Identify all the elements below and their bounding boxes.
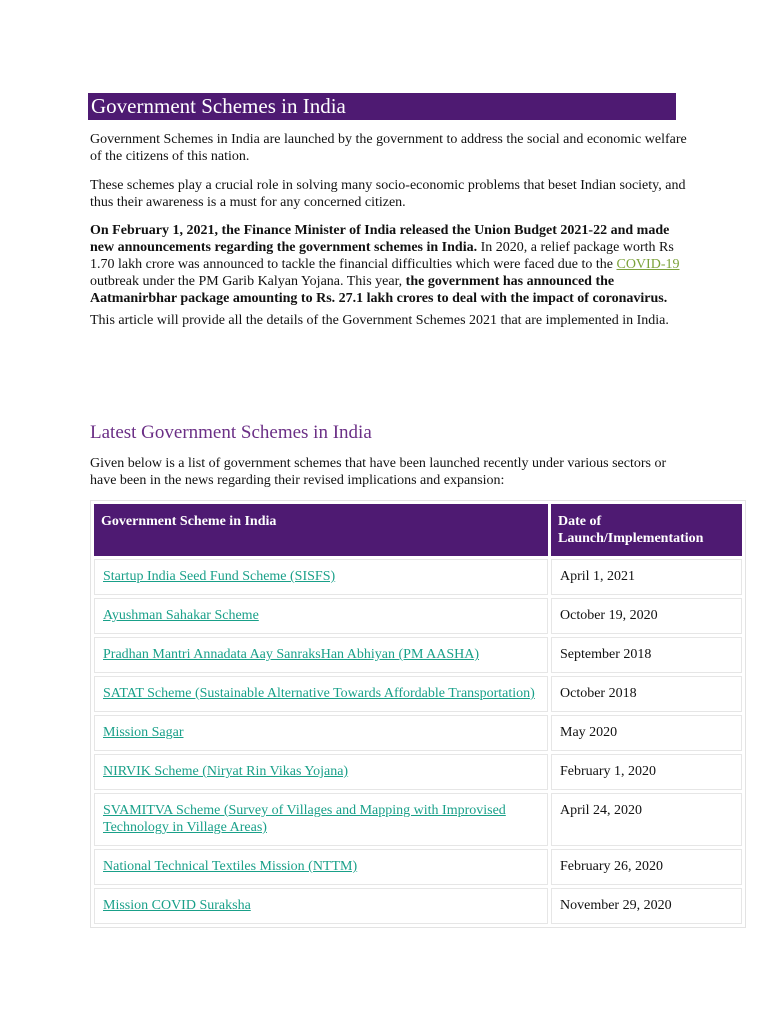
- header-scheme: Government Scheme in India: [94, 504, 548, 556]
- table-row: [94, 637, 742, 673]
- table-row: [94, 888, 742, 924]
- scheme-cell: [94, 676, 548, 712]
- budget-bold-2: the government has announced the Aatmanirbhar package amounting to Rs. 27.1 lakh crores to deal with the impact of coronavirus.: [90, 274, 668, 306]
- budget-paragraph: [90, 222, 690, 307]
- date-cell: February 1, 2020: [551, 754, 742, 790]
- budget-text-2: outbreak under the PM Garib Kalyan Yojana. This year,: [90, 274, 406, 289]
- article-paragraph: This article will provide all the details of the Government Schemes 2021 that are implemented in India.: [90, 313, 669, 328]
- date-cell: February 26, 2020: [551, 849, 742, 885]
- date-cell: September 2018: [551, 637, 742, 673]
- scheme-link[interactable]: Startup India Seed Fund Scheme (SISFS): [103, 569, 336, 584]
- table-row: [94, 676, 742, 712]
- scheme-cell: [94, 715, 548, 751]
- scheme-cell: [94, 598, 548, 634]
- importance-paragraph: These schemes play a crucial role in solving many socio-economic problems that beset Indian society, and thus their awareness is a must for any concerned citizen.: [90, 178, 686, 210]
- date-cell: October 2018: [551, 676, 742, 712]
- table-row: [94, 793, 742, 846]
- section-heading: Latest Government Schemes in India: [90, 422, 372, 443]
- table-row: [94, 715, 742, 751]
- scheme-link[interactable]: Pradhan Mantri Annadata Aay SanraksHan Abhiyan (PM AASHA): [103, 647, 480, 662]
- date-cell: May 2020: [551, 715, 742, 751]
- table-header-row: [94, 504, 742, 556]
- intro-paragraph: Government Schemes in India are launched by the government to address the social and economic welfare of the citizens of this nation.: [90, 132, 687, 164]
- scheme-cell: [94, 888, 548, 924]
- covid-link[interactable]: COVID-19: [616, 257, 680, 272]
- scheme-cell: [94, 754, 548, 790]
- schemes-table: [90, 500, 746, 928]
- date-cell: April 1, 2021: [551, 559, 742, 595]
- page-title: Government Schemes in India: [88, 93, 676, 120]
- scheme-link[interactable]: SATAT Scheme (Sustainable Alternative Towards Affordable Transportation): [103, 686, 535, 701]
- date-cell: November 29, 2020: [551, 888, 742, 924]
- scheme-link[interactable]: NIRVIK Scheme (Niryat Rin Vikas Yojana): [103, 764, 349, 779]
- scheme-cell: [94, 849, 548, 885]
- scheme-link[interactable]: Mission Sagar: [103, 725, 184, 740]
- scheme-cell: [94, 637, 548, 673]
- header-date: Date of Launch/Implementation: [551, 504, 742, 556]
- table-row: [94, 559, 742, 595]
- budget-text-1: In 2020, a relief package worth Rs 1.70 lakh crore was announced to tackle the financial difficulties which were faced due to the: [90, 240, 674, 272]
- scheme-link[interactable]: Ayushman Sahakar Scheme: [103, 608, 259, 623]
- scheme-link[interactable]: SVAMITVA Scheme (Survey of Villages and Mapping with Improvised Technology in Village Areas): [103, 803, 506, 835]
- table-row: [94, 754, 742, 790]
- scheme-link[interactable]: Mission COVID Suraksha: [103, 898, 251, 913]
- list-intro-paragraph: Given below is a list of government schemes that have been launched recently under various sectors or have been in the news regarding their revised implications and expansion:: [90, 456, 667, 488]
- scheme-link[interactable]: National Technical Textiles Mission (NTTM): [103, 859, 358, 874]
- scheme-cell: [94, 793, 548, 846]
- date-cell: October 19, 2020: [551, 598, 742, 634]
- table-row: [94, 849, 742, 885]
- budget-bold-1: On February 1, 2021, the Finance Minister of India released the Union Budget 2021-22 and made new announcements regarding the government schemes in India.: [90, 223, 670, 255]
- scheme-cell: [94, 559, 548, 595]
- table-row: [94, 598, 742, 634]
- date-cell: April 24, 2020: [551, 793, 742, 846]
